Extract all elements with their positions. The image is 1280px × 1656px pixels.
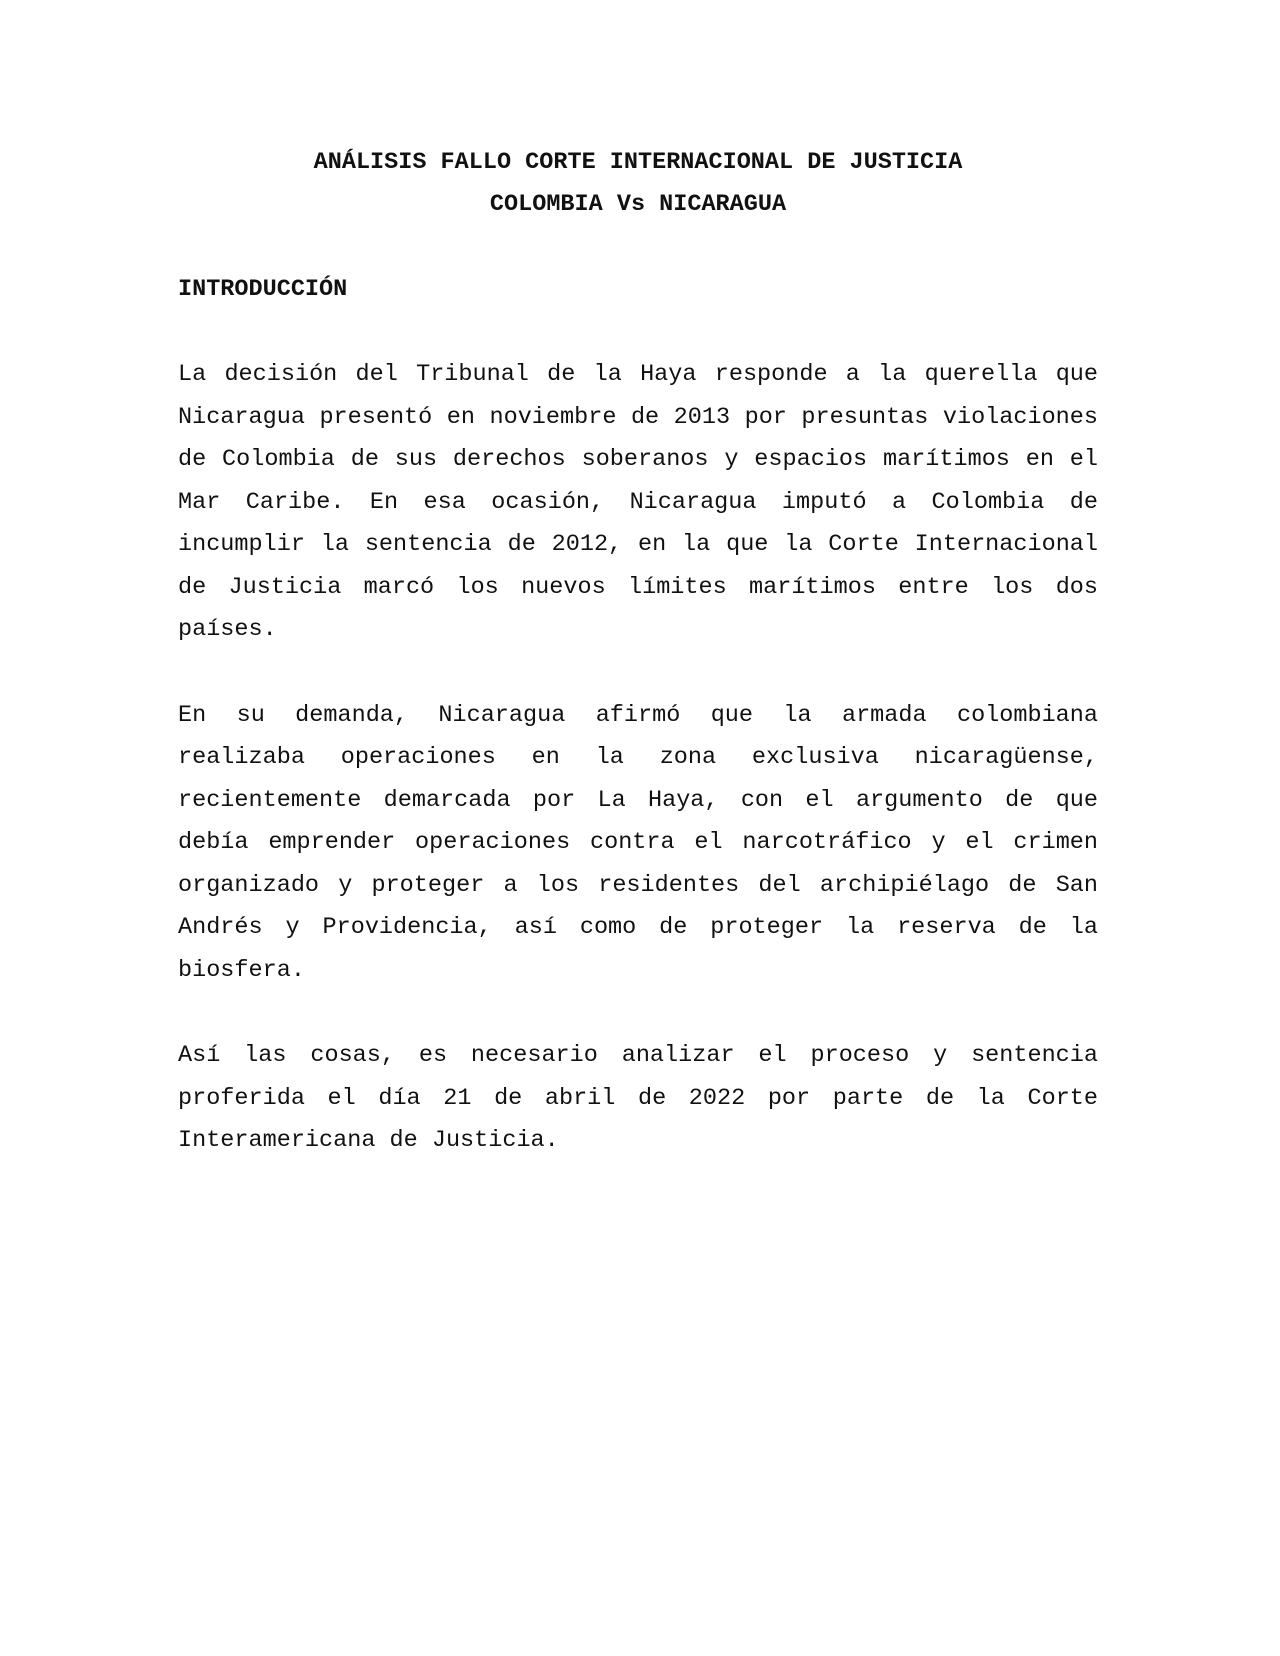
document-body [178, 142, 1098, 1163]
paragraph-1: La decisión del Tribunal de la Haya responde a la querella que Nicaragua presentó en noviembre de 2013 por presuntas violaciones de Colombia de sus derechos soberanos y espacios marítimos en el Mar Caribe. En esa ocasión, Nicaragua imputó a Colombia de incumplir la sentencia de 2012, en la que la Corte Internacional de Justicia marcó los nuevos límites marítimos entre los dos países. [178, 361, 1098, 643]
section-heading: INTRODUCCIÓN [178, 276, 348, 303]
paragraph-2: En su demanda, Nicaragua afirmó que la armada colombiana realizaba operaciones en la zona exclusiva nicaragüense, recientemente demarcada por La Haya, con el argumento de que debía emprender operaciones contra el narcotráfico y el crimen organizado y proteger a los residentes del archipiélago de San Andrés y Providencia, así como de proteger la reserva de la biosfera. [178, 701, 1098, 984]
paragraph-3: Así las cosas, es necesario analizar el proceso y sentencia proferida el día 21 de abril de 2022 por parte de la Corte Interamericana de Justicia. [178, 1042, 1098, 1154]
document-title-line-1: ANÁLISIS FALLO CORTE INTERNACIONAL DE JUSTICIA [313, 149, 963, 176]
document-title-line-2: COLOMBIA Vs NICARAGUA [489, 191, 787, 218]
